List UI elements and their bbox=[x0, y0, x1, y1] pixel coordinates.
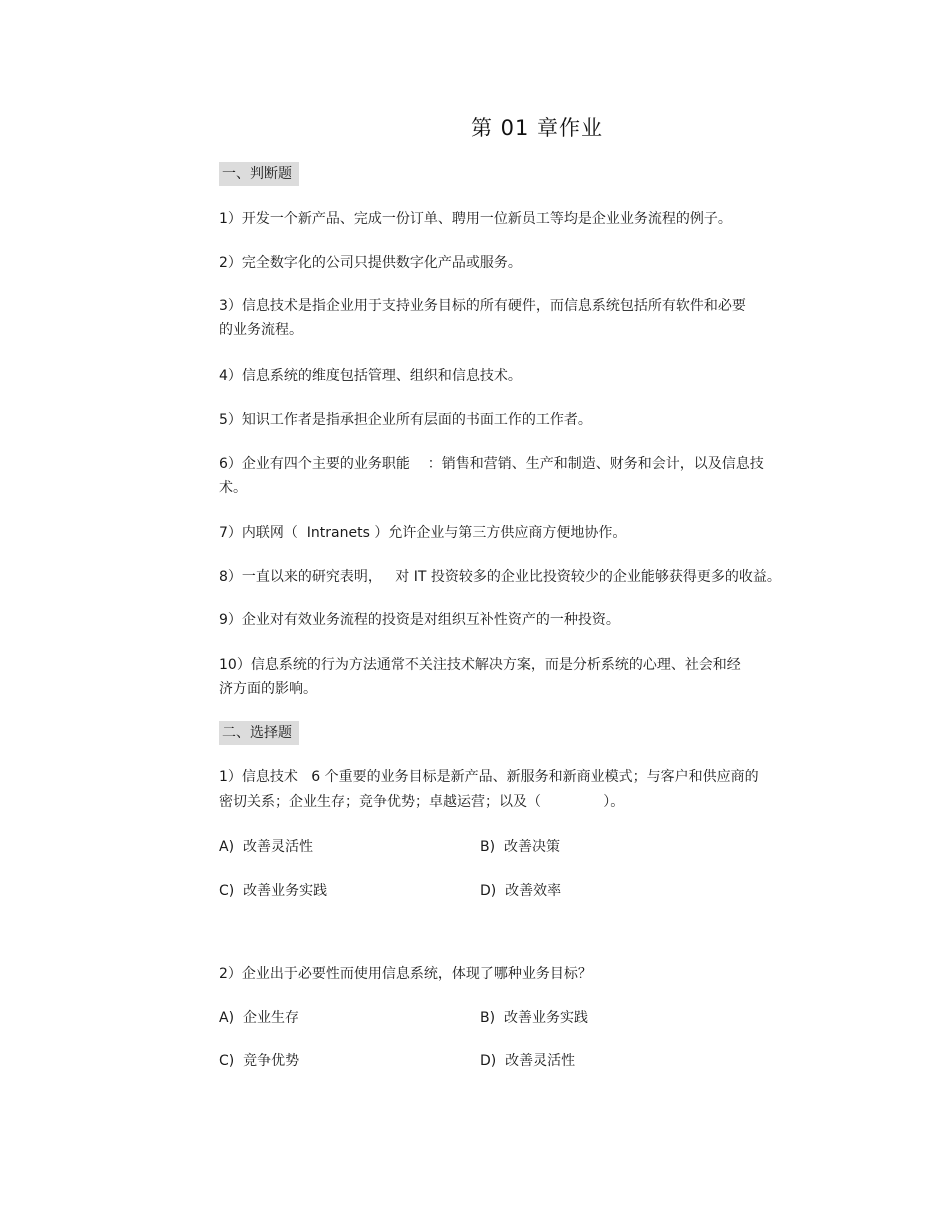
option-d: D) 改善效率 bbox=[480, 883, 562, 899]
question-line: 3）信息技术是指企业用于支持业务目标的所有硬件，而信息系统包括所有软件和必要 bbox=[219, 298, 746, 314]
question-line: 术。 bbox=[219, 480, 247, 496]
question-line: 5）知识工作者是指承担企业所有层面的书面工作的工作者。 bbox=[219, 412, 592, 428]
section-heading-choice: 二、选择题 bbox=[219, 721, 299, 745]
question-line: 2）企业出于必要性而使用信息系统，体现了哪种业务目标？ bbox=[219, 966, 592, 982]
question-line: 密切关系；企业生存；竞争优势；卓越运营；以及（ ）。 bbox=[219, 794, 625, 810]
question-line: 4）信息系统的维度包括管理、组织和信息技术。 bbox=[219, 368, 522, 384]
question-line: 1）信息技术 6 个重要的业务目标是新产品、新服务和新商业模式；与客户和供应商的 bbox=[219, 769, 759, 785]
question-line: 2）完全数字化的公司只提供数字化产品或服务。 bbox=[219, 255, 522, 271]
question-line: 7）内联网（ Intranets ）允许企业与第三方供应商方便地协作。 bbox=[219, 525, 627, 541]
option-d: D) 改善灵活性 bbox=[480, 1053, 576, 1069]
question-line: 9）企业对有效业务流程的投资是对组织互补性资产的一种投资。 bbox=[219, 612, 620, 628]
question-line: 1）开发一个新产品、完成一份订单、聘用一位新员工等均是企业业务流程的例子。 bbox=[219, 211, 732, 227]
question-line: 6）企业有四个主要的业务职能 ：销售和营销、生产和制造、财务和会计，以及信息技 bbox=[219, 456, 764, 472]
option-a: A) 改善灵活性 bbox=[219, 839, 313, 855]
question-line: 10）信息系统的行为方法通常不关注技术解决方案，而是分析系统的心理、社会和经 bbox=[219, 657, 741, 673]
option-b: B) 改善业务实践 bbox=[480, 1010, 588, 1026]
option-c: C) 改善业务实践 bbox=[219, 883, 328, 899]
option-b: B) 改善决策 bbox=[480, 839, 560, 855]
option-c: C) 竞争优势 bbox=[219, 1053, 300, 1069]
option-a: A) 企业生存 bbox=[219, 1010, 299, 1026]
page-title: 第 01 章作业 bbox=[470, 116, 604, 140]
question-line: 8）一直以来的研究表明， 对 IT 投资较多的企业比投资较少的企业能够获得更多的收益。 bbox=[219, 569, 781, 585]
question-line: 济方面的影响。 bbox=[219, 681, 317, 697]
section-heading-judgment: 一、判断题 bbox=[219, 162, 299, 186]
question-line: 的业务流程。 bbox=[219, 322, 303, 338]
